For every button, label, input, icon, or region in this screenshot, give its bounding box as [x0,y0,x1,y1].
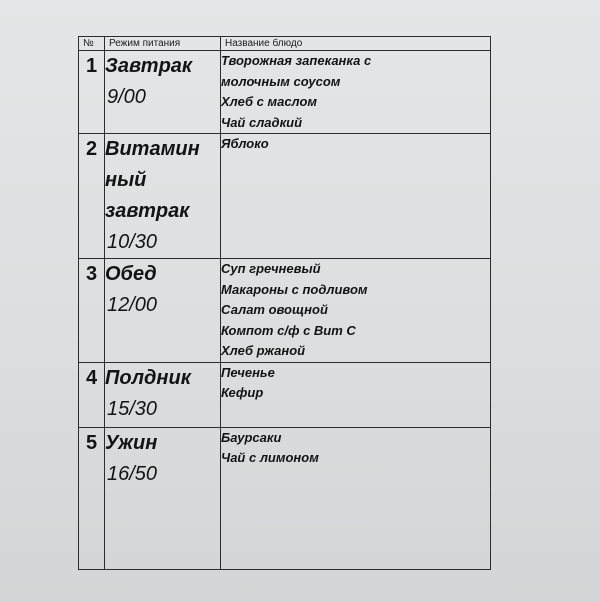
meal-time: 15/30 [107,397,158,420]
header-meal-mode: Режим питания [105,37,221,51]
row-number: 1 [79,51,105,134]
meal-name: Завтрак [105,55,193,77]
dish-item: Кефир [221,385,264,400]
dish-item: Суп гречневый [221,261,321,276]
header-dish-name: Название блюдо [221,37,491,51]
dish-item: Яблоко [221,136,269,151]
table-row [79,134,491,259]
table-row [79,427,491,569]
meal-name: ный [105,169,147,191]
table-row [79,259,491,363]
dish-item: Салат овощной [221,302,328,317]
dishes-cell [221,134,491,259]
meal-time: 12/00 [107,294,158,316]
meal-name: Обед [105,263,157,285]
dishes-cell [221,362,491,427]
dish-item: молочным соусом [221,73,341,89]
dish-item: Компот с/ф с Вит С [221,322,356,338]
dish-item: Чай сладкий [221,114,303,130]
meal-name: Ужин [105,431,158,454]
row-number: 2 [79,134,105,259]
dish-item: Чай с лимоном [221,450,319,465]
meal-cell [105,362,221,427]
meal-name: завтрак [105,200,190,222]
dish-item: Печенье [221,364,275,380]
meal-schedule-table [78,36,491,570]
dishes-cell [221,259,491,363]
table-header-row [79,37,491,51]
row-number: 5 [79,427,105,569]
meal-time: 9/00 [107,86,146,108]
table-row [79,51,491,134]
dish-item: Макароны с подливом [221,281,368,297]
row-number: 4 [79,362,105,427]
dish-item: Хлеб ржаной [221,343,306,358]
dishes-cell [221,51,491,134]
meal-name: Витамин [105,138,200,160]
header-number: № [79,37,105,51]
meal-cell [105,134,221,259]
dish-item: Хлеб с маслом [221,94,318,109]
meal-cell [105,427,221,569]
meal-name: Полдник [105,366,191,389]
meal-cell [105,259,221,363]
row-number: 3 [79,259,105,363]
meal-cell [105,51,221,134]
dishes-cell [221,427,491,569]
dish-item: Творожная запеканка с [221,53,372,68]
table-row [79,362,491,427]
meal-time: 10/30 [107,231,158,253]
dish-item: Баурсаки [221,429,282,445]
meal-time: 16/50 [107,462,158,485]
